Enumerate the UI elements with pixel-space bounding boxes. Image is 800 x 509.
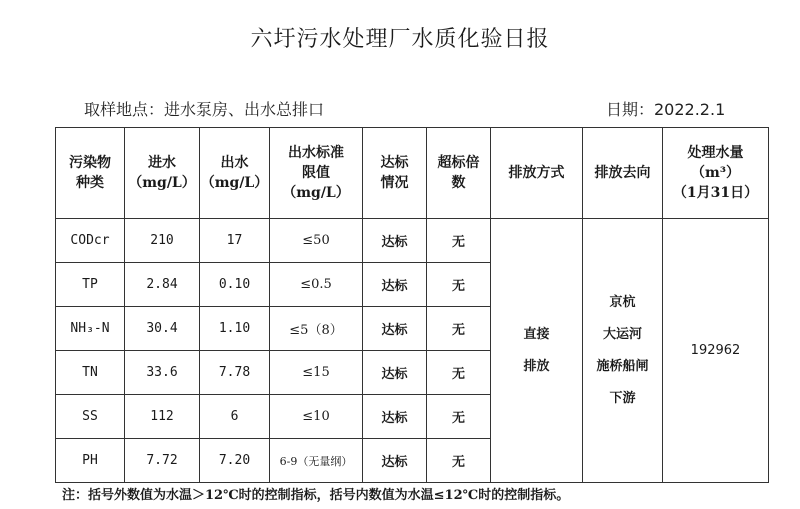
- discharge-destination-cell: 京杭 大运河 施桥船闸 下游: [583, 219, 663, 483]
- influent-cell: 2.84: [125, 263, 200, 307]
- exceed-cell: 无: [427, 219, 491, 263]
- exceed-cell: 无: [427, 439, 491, 483]
- effluent-cell: 17: [200, 219, 270, 263]
- standard-cell: 6-9（无量纲）: [270, 439, 363, 483]
- standard-cell: ≤15: [270, 351, 363, 395]
- water-quality-table: [55, 127, 769, 483]
- effluent-cell: 7.20: [200, 439, 270, 483]
- header-influent: 进水 （mg/L）: [125, 128, 200, 219]
- effluent-cell: 1.10: [200, 307, 270, 351]
- treated-volume-cell: 192962: [663, 219, 769, 483]
- compliance-cell: 达标: [363, 351, 427, 395]
- compliance-cell: 达标: [363, 263, 427, 307]
- standard-cell: ≤0.5: [270, 263, 363, 307]
- exceed-cell: 无: [427, 395, 491, 439]
- pollutant-cell: TN: [56, 351, 125, 395]
- influent-cell: 7.72: [125, 439, 200, 483]
- influent-cell: 112: [125, 395, 200, 439]
- header-effluent: 出水 （mg/L）: [200, 128, 270, 219]
- header-row: [56, 128, 769, 219]
- effluent-cell: 6: [200, 395, 270, 439]
- pollutant-cell: PH: [56, 439, 125, 483]
- influent-cell: 33.6: [125, 351, 200, 395]
- exceed-cell: 无: [427, 307, 491, 351]
- pollutant-cell: NH₃-N: [56, 307, 125, 351]
- standard-cell: ≤5（8）: [270, 307, 363, 351]
- report-title: 六圩污水处理厂水质化验日报: [250, 27, 550, 52]
- header-discharge-destination: 排放去向: [583, 128, 663, 219]
- header-compliance: 达标 情况: [363, 128, 427, 219]
- effluent-cell: 7.78: [200, 351, 270, 395]
- exceed-cell: 无: [427, 351, 491, 395]
- influent-cell: 210: [125, 219, 200, 263]
- pollutant-cell: TP: [56, 263, 125, 307]
- header-discharge-method: 排放方式: [491, 128, 583, 219]
- table-row: [56, 219, 769, 263]
- header-treated-volume: 处理水量 （m³） （1月31日）: [663, 128, 769, 219]
- header-standard: 出水标准 限值 （mg/L）: [270, 128, 363, 219]
- standard-cell: ≤50: [270, 219, 363, 263]
- header-pollutant: 污染物 种类: [56, 128, 125, 219]
- report-date: 日期：2022.2.1: [606, 100, 726, 119]
- compliance-cell: 达标: [363, 307, 427, 351]
- discharge-method-cell: 直接 排放: [491, 219, 583, 483]
- compliance-cell: 达标: [363, 219, 427, 263]
- pollutant-cell: SS: [56, 395, 125, 439]
- pollutant-cell: CODcr: [56, 219, 125, 263]
- compliance-cell: 达标: [363, 439, 427, 483]
- effluent-cell: 0.10: [200, 263, 270, 307]
- exceed-cell: 无: [427, 263, 491, 307]
- standard-cell: ≤10: [270, 395, 363, 439]
- header-exceed: 超标倍 数: [427, 128, 491, 219]
- footnote: 注：括号外数值为水温＞12℃时的控制指标，括号内数值为水温≤12℃时的控制指标。: [62, 488, 570, 503]
- influent-cell: 30.4: [125, 307, 200, 351]
- compliance-cell: 达标: [363, 395, 427, 439]
- sampling-location: 取样地点：进水泵房、出水总排口: [84, 100, 325, 119]
